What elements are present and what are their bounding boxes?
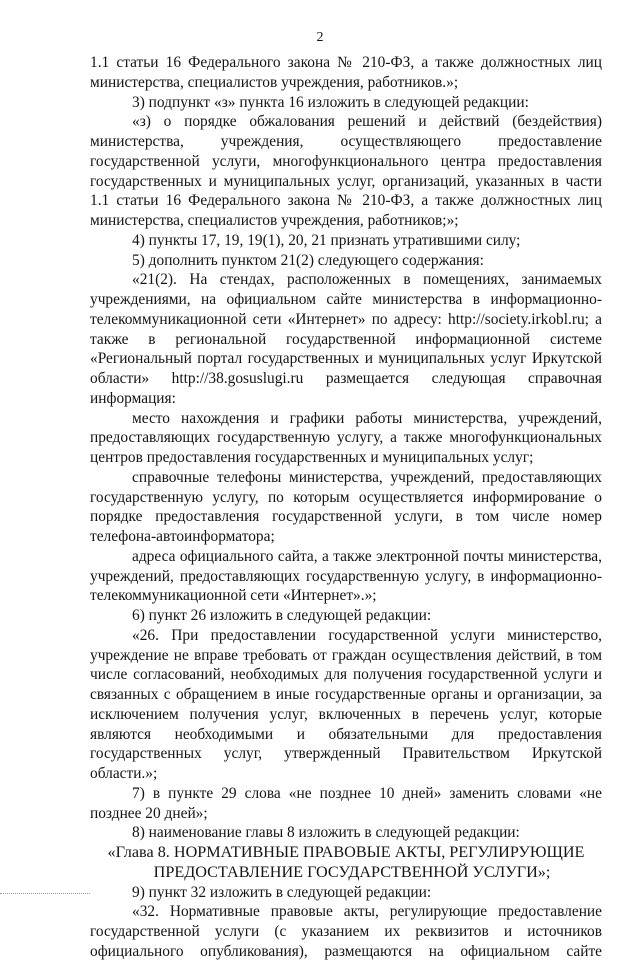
text-line: «Глава 8. НОРМАТИВНЫЕ ПРАВОВЫЕ АКТЫ, РЕГУЛИРУЮЩИЕ [107, 843, 585, 861]
text-line: государственных услуг, утвержденный Правительством Иркутской [90, 745, 602, 763]
text-line: 1.1 статьи 16 Федерального закона № 210-ФЗ, а также должностных лиц [90, 54, 602, 71]
text-line: телекоммуникационной сети «Интернет».»; [90, 587, 377, 605]
text-line: 7) в пункте 29 слова «не позднее 10 дней» заменить словами «не [132, 784, 602, 802]
text-line: 5) дополнить пунктом 21(2) следующего содержания: [132, 251, 484, 269]
text-line: области.»; [90, 765, 158, 782]
text-line: государственной услуги (с указанием их реквизитов и источников [90, 923, 602, 940]
text-line: государственной услуги, многофункционального центра предоставления [90, 152, 602, 170]
text-line: числе согласований, необходимых для получения государственной услуги и [90, 666, 602, 684]
text-line: учреждений, предоставляющих государственную услугу, в информационно- [90, 567, 602, 585]
text-line: 9) пункт 32 изложить в следующей редакции: [132, 883, 432, 901]
text-line: «26. При предоставлении государственной услуги министерство, [132, 626, 602, 644]
text-line: «з) о порядке обжалования решений и действий (бездействия) [132, 113, 602, 131]
text-line: являются необходимыми и обязательными для предоставления [90, 725, 602, 743]
text-line: также в региональной государственной информационной системе [90, 330, 602, 348]
text-line: исключением получения услуг, включенных в перечень услуг, которые [90, 705, 602, 723]
text-line: информация: [90, 389, 176, 407]
text-line: государственную услугу, по которым осуществляется информирование о [90, 488, 602, 506]
text-line: официального опубликования), размещаются на официальном сайте [90, 942, 602, 960]
text-line: учреждениями, на официальном сайте министерства в информационно- [90, 291, 602, 308]
text-line: министерства, учреждения, осуществляющего предоставление [90, 133, 602, 150]
text-line: 4) пункты 17, 19, 19(1), 20, 21 признать утратившими силу; [132, 231, 521, 249]
text-line: 6) пункт 26 изложить в следующей редакции: [132, 607, 432, 624]
text-line: адреса официального сайта, а также электронной почты министерства, [132, 547, 602, 565]
text-line: телефона-автоинформатора; [90, 528, 275, 545]
text-line: «Региональный портал государственных и муниципальных услуг Иркутской [90, 350, 602, 368]
text-line: 8) наименование главы 8 изложить в следующей редакции: [132, 824, 520, 842]
text-line: министерства, специалистов учреждения, работников.»; [90, 73, 459, 91]
text-line: 1.1 статьи 16 Федерального закона № 210-ФЗ, а также должностных лиц [90, 192, 602, 210]
text-line: справочные телефоны министерства, учреждений, предоставляющих [132, 468, 602, 486]
text-line: министерства, специалистов учреждения, работников;»; [90, 212, 459, 229]
text-line: порядке предоставления государственной услуги, в том числе номер [90, 508, 602, 526]
text-line: 3) подпункт «з» пункта 16 изложить в следующей редакции: [132, 93, 529, 111]
text-line: предоставляющих государственную услугу, а также многофункциональных [90, 429, 602, 447]
text-line: телекоммуникационной сети «Интернет» по адресу: http://society.irkobl.ru; а [90, 310, 602, 328]
text-line: государственных и муниципальных услуг, организаций, указанных в части [90, 172, 602, 190]
text-line: «21(2). На стендах, расположенных в помещениях, занимаемых [132, 271, 602, 289]
text-line: связанных с обращением в иные государственные органы и организации, за [90, 686, 602, 703]
document-body [90, 53, 602, 962]
footer-rule [0, 893, 90, 895]
text-line: учреждение не вправе требовать от граждан осуществления действий, в том [90, 646, 602, 664]
text-line: позднее 20 дней»; [90, 804, 208, 822]
text-line: место нахождения и графики работы министерства, учреждений, [132, 409, 602, 427]
text-line: области» http://38.gosuslugi.ru размещается следующая справочная [90, 370, 602, 387]
text-line: «32. Нормативные правовые акты, регулирующие предоставление [132, 903, 602, 921]
page-number: 2 [316, 30, 324, 45]
text-line: ПРЕДОСТАВЛЕНИЕ ГОСУДАРСТВЕННОЙ УСЛУГИ»; [153, 862, 551, 881]
text-line: центров предоставления государственных и муниципальных услуг; [90, 449, 534, 466]
